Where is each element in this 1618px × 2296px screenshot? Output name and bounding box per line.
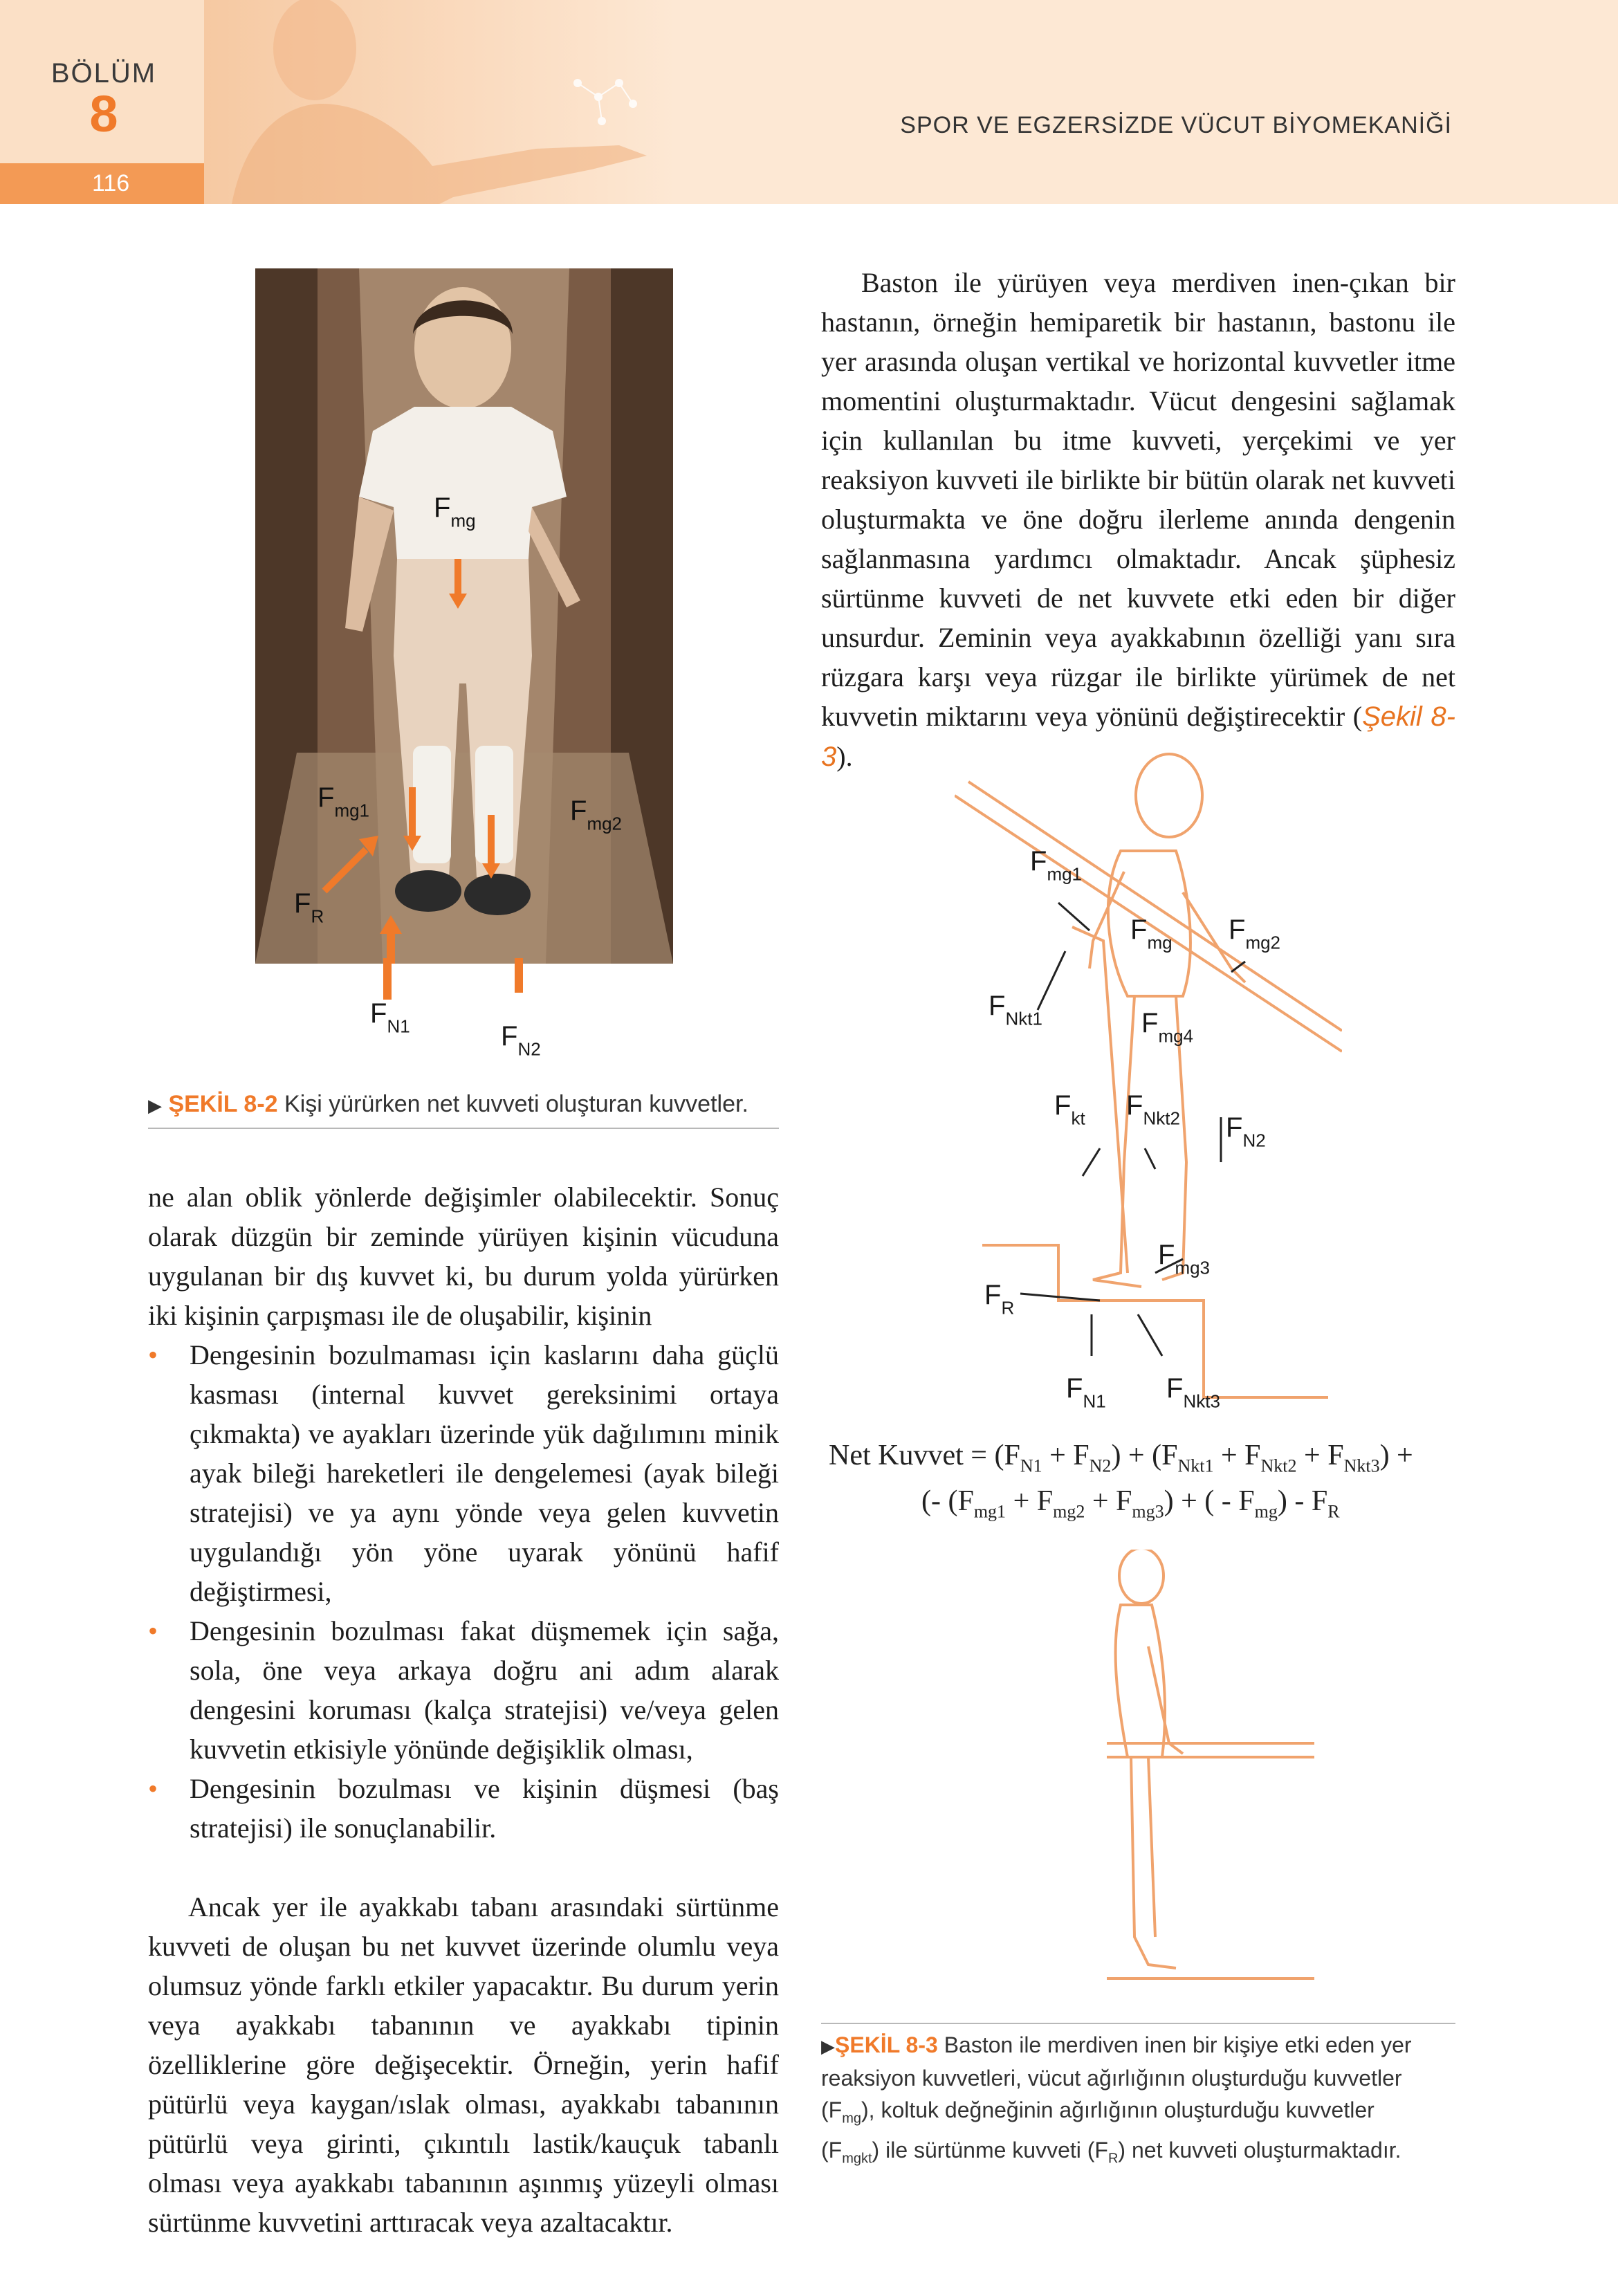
paren-close: ). bbox=[836, 741, 853, 772]
caption-line-2: reaksiyon kuvvetleri, vücut ağırlığının oluşturduğu kuvvetler bbox=[821, 2066, 1402, 2091]
fig83-label-fmg2: $F_{mg2}$ bbox=[1229, 915, 1281, 953]
figure-8-3-link[interactable]: Şekil 8-3 bbox=[821, 701, 1456, 772]
header-anatomy-image bbox=[204, 0, 678, 204]
figure-8-3-number: ŞEKİL 8-3 bbox=[835, 2032, 938, 2057]
fig82-label-fr: $F_R$ bbox=[294, 888, 324, 927]
running-title: SPOR VE EGZERSİZDE VÜCUT BİYOMEKANİĞİ bbox=[900, 112, 1452, 138]
fig83-label-fnkt1: $F_{Nkt1}$ bbox=[989, 991, 1042, 1029]
fig82-label-fmg1: $F_{mg1}$ bbox=[318, 782, 370, 821]
left-paragraph-1: ne alan oblik yönlerde değişimler olabilecektir. Sonuç olarak düzgün bir zeminde yürüyen kişinin vücuduna uygulanan bir dış kuvvet ki, bu durum yolda yürürken iki kişinin çarpışması ile de oluşabilir, kişinin bbox=[148, 1182, 779, 1331]
fig83-label-fr: $F_R$ bbox=[984, 1280, 1015, 1319]
fig83-label-fn2: $F_{N2}$ bbox=[1226, 1112, 1266, 1151]
caption-line-4: $(F_{mgkt})$ ile sürtünme kuvveti $(F_R)$ net kuvveti oluşturmaktadır. bbox=[821, 2138, 1401, 2167]
figure-8-3-caption bbox=[821, 2029, 1455, 2175]
chapter-number: 8 bbox=[89, 85, 118, 143]
list-item: • Dengesinin bozulması fakat düşmemek için sağa, sola, öne veya arkaya doğru ani adım alarak dengesini koruması (kalça stratejisi) ve/veya gelen kuvvetin etkisiyle yönünde değişiklik olması, bbox=[148, 1611, 779, 1769]
fig82-label-fmg2: $F_{mg2}$ bbox=[570, 796, 623, 834]
caption-rule bbox=[821, 2023, 1455, 2024]
fig83-label-fnkt2: $F_{Nkt2}$ bbox=[1126, 1090, 1180, 1129]
fig83-label-fnkt3: $F_{Nkt3}$ bbox=[1166, 1373, 1220, 1412]
fig82-label-fn1: $F_{N1}$ bbox=[370, 998, 410, 1037]
net-force-formula-line-1: Net Kuvvet = $(F_{N1} + F_{N2}) + (F_{Nkt1} + F_{Nkt2} + F_{Nkt3})$ + bbox=[829, 1440, 1413, 1476]
right-paragraph bbox=[821, 263, 1455, 777]
caption-line-3: $(F_{mg})$, koltuk değneğinin ağırlığının oluşturduğu kuvvetler bbox=[821, 2097, 1375, 2127]
strategy-list bbox=[148, 1335, 779, 1848]
page-number: 116 bbox=[92, 170, 130, 196]
paren-open: ( bbox=[1352, 701, 1363, 732]
caption-arrow-icon: ▶ bbox=[821, 2036, 835, 2057]
caption-line-1: ▶ŞEKİL 8-3 Baston ile merdiven inen bir kişiye etki eden yer bbox=[821, 2032, 1412, 2057]
header-right-band bbox=[678, 0, 1618, 204]
left-paragraph-2: Ancak yer ile ayakkabı tabanı arasındaki sürtünme kuvveti de oluşan bu net kuvvet üzerinde olumlu veya olumsuz yönde farklı etkiler yapacaktır. Bu durum yerin veya ayakkabı tabanının ve ayakkabı tipinin özelliklerine göre değişecektir. Örneğin, yerin hafif pütürlü veya kaygan/ıslak olması, ayakkabı tabanının pütürlü veya girinti, çıkıntılı lastik/kauçuk tabanlı olması veya ayakkabı tabanının aşınmış yüzeyli olması sürtünme kuvvetini arttıracak veya azaltacaktır. bbox=[148, 1891, 779, 2238]
photo-illustration bbox=[255, 268, 673, 964]
walking-child-photo bbox=[255, 268, 673, 964]
fig83-label-fn1: $F_{N1}$ bbox=[1066, 1373, 1106, 1412]
figure-8-2-caption bbox=[148, 1091, 748, 1118]
standing-rail-figure bbox=[1107, 1550, 1314, 2006]
chapter-label: BÖLÜM bbox=[50, 58, 157, 89]
figure-8-2-text: Kişi yürürken net kuvveti oluşturan kuvvetler. bbox=[284, 1091, 748, 1117]
fig82-label-fn2: $F_{N2}$ bbox=[501, 1021, 541, 1060]
caption-arrow-icon: ▶ bbox=[148, 1095, 162, 1116]
right-paragraph-text: Baston ile yürüyen veya merdiven inen-çıkan bir hastanın, örneğin hemiparetik bir hastanın, bastonu ile yer arasında oluşan vertikal ve horizontal kuvvetler itme momentini oluşturmaktadır. Vücut dengesini sağlamak için kullanılan bu itme kuvveti, yerçekimi ve yer reaksiyon kuvveti ile birlikte bir bütün olarak net kuvveti oluşturmakta ve öne doğru ilerleme anında dengenin sağlanmasına yardımcı olmaktadır. Ancak şüphesiz sürtünme kuvveti de net kuvvete etki eden bir diğer unsurdur. Zeminin veya ayakkabının özelliği yanı sıra rüzgara karşı veya rüzgar ile birlikte yürümek de net kuvvetin miktarını veya yönünü değiştirecektir bbox=[821, 267, 1455, 732]
header-band bbox=[0, 0, 1618, 204]
figure-8-2-number: ŞEKİL 8-2 bbox=[168, 1091, 278, 1117]
list-item: • Dengesinin bozulmaması için kaslarını daha güçlü kasması (internal kuvvet gereksinimi ortaya çıkmakta) ve ayakları üzerinde yük dağılımını minik ayak bileği hareketleri ile dengelemesi (ayak bileği stratejisi) ve ya aynı yönde veya gelen kuvvetin uygulandığı yön yöne uyarak yönünü hafif değiştirmesi, bbox=[148, 1335, 779, 1611]
list-item: • Dengesinin bozulması ve kişinin düşmesi (baş stratejisi) ile sonuçlanabilir. bbox=[148, 1769, 779, 1848]
fig83-label-fmg3: $F_{mg3}$ bbox=[1158, 1240, 1211, 1278]
fig83-label-fmg1: $F_{mg1}$ bbox=[1030, 846, 1083, 885]
fig83-label-fkt: $F_{kt}$ bbox=[1054, 1090, 1085, 1129]
fig83-label-fmg: $F_{mg}$ bbox=[1130, 915, 1173, 953]
caption-rule bbox=[148, 1128, 779, 1129]
stair-crutch-figure bbox=[955, 733, 1342, 1425]
fig83-label-fmg4: $F_{mg4}$ bbox=[1141, 1008, 1194, 1047]
left-column bbox=[148, 1177, 779, 2242]
net-force-formula-line-2: (- $(F_{mg1} + F_{mg2} + F_{mg3})$ + ( - $F_{mg}) - F_R$ bbox=[921, 1485, 1340, 1522]
fig82-label-fmg: $F_{mg}$ bbox=[434, 493, 476, 531]
